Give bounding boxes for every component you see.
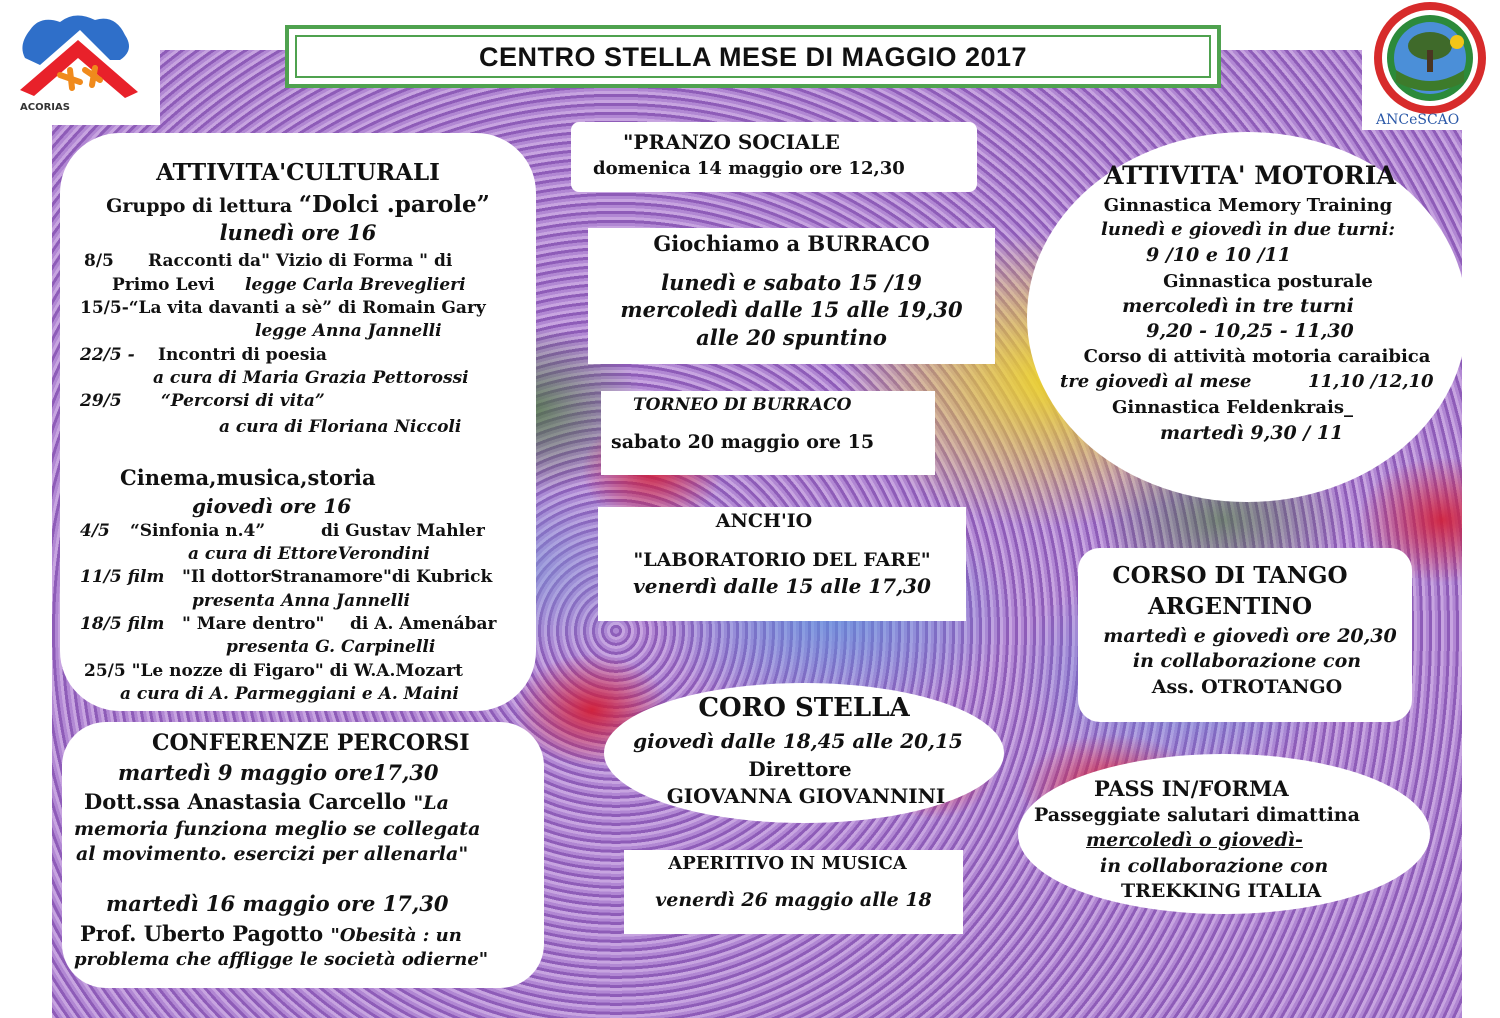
cinema-item-text: "Il dottorStranamore"di Kubrick (182, 567, 493, 587)
conferenze-topic-1: al movimento. esercizi per allenarla" (76, 843, 469, 865)
motoria-course: Ginnastica posturale (1163, 271, 1373, 292)
cinema-item-curator: a cura di EttoreVerondini (188, 544, 430, 564)
pass-partner: TREKKING ITALIA (1121, 880, 1322, 902)
conferenze-topic-2: problema che affligge le società odierne" (74, 949, 489, 970)
tango-title-2: ARGENTINO (1147, 593, 1313, 620)
page-title: CENTRO STELLA MESE DI MAGGIO 2017 (478, 42, 1028, 72)
tango-collab: in collaborazione con (1132, 650, 1362, 672)
coro-director-name: GIOVANNA GIOVANNINI (666, 784, 946, 808)
aperitivo-date: venerdì 26 maggio alle 18 (655, 889, 932, 911)
cinema-item-date: 18/5 film (80, 614, 165, 634)
cinema-item-text: “Sinfonia n.4” (130, 521, 266, 541)
culturali-item-text: 15/5-“La vita davanti a sè” di Romain Gary (80, 298, 486, 318)
conferenze-heading: CONFERENZE PERCORSI (152, 730, 470, 756)
motoria-course: Ginnastica Memory Training (1103, 195, 1393, 216)
tango-schedule: martedì e giovedì ore 20,30 (1103, 625, 1397, 647)
conferenze-speaker-topic: "La (413, 792, 449, 814)
culturali-group-name: “Dolci .parole” (298, 191, 490, 218)
cinema-item-date: 11/5 film (80, 567, 165, 587)
culturali-item-curator: a cura di Maria Grazia Pettorossi (153, 368, 469, 388)
culturali-item-text: Primo Levi (112, 275, 215, 295)
pranzo-date: domenica 14 maggio ore 12,30 (593, 158, 905, 179)
culturali-item-date: 22/5 - (80, 345, 135, 365)
aperitivo-title: APERITIVO IN MUSICA (668, 853, 907, 874)
conferenze-topic-1: memoria funziona meglio se collegata (74, 818, 481, 840)
cinema-item-curator: presenta G. Carpinelli (226, 637, 436, 657)
motoria-heading: ATTIVITA' MOTORIA (1104, 161, 1396, 190)
cinema-item-text: di A. Amenábar (350, 614, 497, 634)
cinema-item-text: 25/5 "Le nozze di Figaro" di W.A.Mozart (84, 661, 464, 681)
conferenze-speaker-2 (80, 921, 462, 946)
anchio-title: ANCH'IO (715, 510, 813, 532)
culturali-group-prefix: Gruppo di lettura (106, 195, 293, 217)
title-banner (285, 25, 1221, 88)
cinema-heading: Cinema,musica,storia (120, 465, 376, 490)
cinema-item-date: 4/5 (80, 521, 110, 541)
culturali-item-curator: a cura di Floriana Niccoli (219, 417, 462, 437)
motoria-course: Corso di attività motoria caraibica (1083, 346, 1431, 367)
pass-days: mercoledì o giovedì- (1086, 829, 1303, 851)
cinema-item-curator: presenta Anna Jannelli (192, 591, 411, 611)
culturali-item-text: “Percorsi di vita” (161, 391, 325, 411)
culturali-item-reader: legge Anna Jannelli (255, 321, 442, 341)
culturali-item-text: Racconti da" Vizio di Forma " di (148, 251, 453, 271)
coro-time: giovedì dalle 18,45 alle 20,15 (633, 729, 963, 753)
motoria-hours: 11,10 /12,10 (1308, 371, 1434, 392)
culturali-item-reader: legge Carla Breveglieri (245, 275, 466, 295)
coro-title: CORO STELLA (698, 693, 910, 723)
cinema-item-text: " Mare dentro" (182, 614, 325, 634)
culturali-when: lunedì ore 16 (219, 220, 377, 245)
acorias-logo (0, 0, 160, 125)
motoria-hours: 9,20 - 10,25 - 11,30 (1146, 320, 1354, 342)
culturali-item-text: Incontri di poesia (158, 345, 327, 365)
burraco-title: Giochiamo a BURRACO (653, 231, 930, 256)
svg-text:ANCeSCAO: ANCeSCAO (1376, 112, 1460, 128)
burraco-wednesday: mercoledì dalle 15 alle 19,30 (620, 297, 963, 322)
culturali-item-date: 8/5 (84, 251, 114, 271)
culturali-item-date: 29/5 (80, 391, 122, 411)
motoria-schedule: tre giovedì al mese (1060, 371, 1252, 392)
coro-director-label: Direttore (748, 757, 852, 781)
motoria-schedule: lunedì e giovedì in due turni: (1101, 219, 1395, 240)
culturali-heading: ATTIVITA'CULTURALI (156, 159, 440, 186)
burraco-snack: alle 20 spuntino (696, 325, 887, 350)
conferenze-date-2: martedì 16 maggio ore 17,30 (106, 891, 449, 916)
tango-partner: Ass. OTROTANGO (1151, 676, 1343, 698)
conferenze-speaker-name: Prof. Uberto Pagotto (80, 921, 324, 946)
conferenze-speaker-name: Dott.ssa Anastasia Carcello (84, 789, 407, 814)
pass-title: PASS IN/FORMA (1094, 776, 1289, 801)
conferenze-speaker-topic: "Obesità : un (330, 925, 462, 946)
torneo-date: sabato 20 maggio ore 15 (611, 431, 875, 453)
motoria-schedule: mercoledì in tre turni (1122, 295, 1354, 317)
culturali-group (60, 191, 536, 218)
pass-subtitle: Passeggiate salutari dimattina (1034, 804, 1360, 826)
cinema-item-text: di Gustav Mahler (321, 521, 485, 541)
pranzo-title: "PRANZO SOCIALE (623, 130, 840, 154)
ancescao-logo (1362, 0, 1500, 130)
burraco-days: lunedì e sabato 15 /19 (661, 270, 922, 295)
cinema-item-curator: a cura di A. Parmeggiani e A. Maini (120, 684, 459, 704)
motoria-hours: 9 /10 e 10 /11 (1146, 244, 1291, 266)
svg-text:ACORIAS: ACORIAS (20, 102, 70, 113)
cinema-when: giovedì ore 16 (192, 494, 352, 518)
conferenze-speaker-1 (84, 789, 449, 814)
tango-title: CORSO DI TANGO (1112, 562, 1348, 589)
motoria-schedule: martedì 9,30 / 11 (1160, 422, 1344, 444)
torneo-title: TORNEO DI BURRACO (633, 395, 852, 415)
motoria-course: Ginnastica Feldenkrais_ (1112, 397, 1354, 418)
anchio-subtitle: "LABORATORIO DEL FARE" (633, 549, 931, 571)
anchio-time: venerdì dalle 15 alle 17,30 (633, 574, 931, 598)
conferenze-date-1: martedì 9 maggio ore17,30 (118, 760, 439, 785)
pass-collab: in collaborazione con (1100, 855, 1329, 877)
